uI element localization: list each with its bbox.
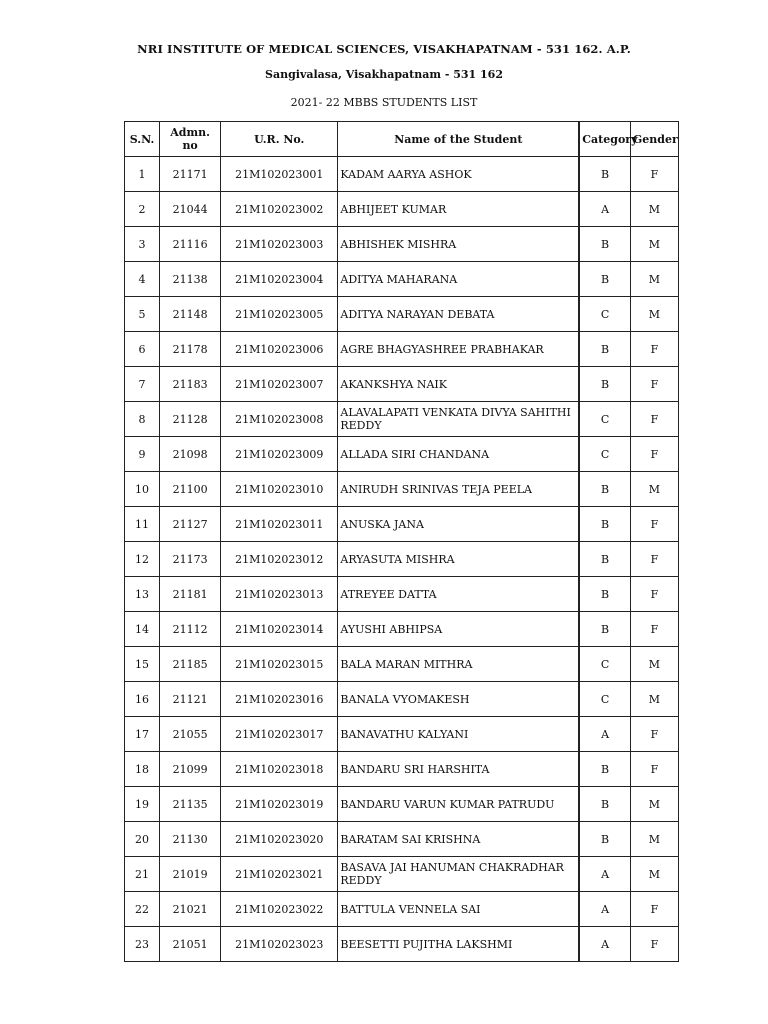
cell-gender: M <box>630 227 678 262</box>
cell-ur-no: 21M102023009 <box>221 437 338 472</box>
cell-student-name: AKANKSHYA NAIK <box>338 367 579 402</box>
table-row <box>125 822 679 857</box>
cell-gender: F <box>630 577 678 612</box>
column-header-ur-no: U.R. No. <box>221 122 338 157</box>
cell-student-name: BANALA VYOMAKESH <box>338 682 579 717</box>
cell-category: C <box>579 682 630 717</box>
cell-student-name: ANIRUDH SRINIVAS TEJA PEELA <box>338 472 579 507</box>
cell-sn: 10 <box>125 472 160 507</box>
cell-category: B <box>579 822 630 857</box>
cell-admission-no: 21121 <box>160 682 221 717</box>
cell-category: A <box>579 717 630 752</box>
cell-sn: 14 <box>125 612 160 647</box>
cell-category: B <box>579 332 630 367</box>
table-row <box>125 857 679 892</box>
cell-sn: 20 <box>125 822 160 857</box>
cell-sn: 15 <box>125 647 160 682</box>
cell-student-name: ATREYEE DATTA <box>338 577 579 612</box>
cell-category: B <box>579 507 630 542</box>
cell-ur-no: 21M102023019 <box>221 787 338 822</box>
cell-student-name: BATTULA VENNELA SAI <box>338 892 579 927</box>
cell-admission-no: 21138 <box>160 262 221 297</box>
column-header-sn: S.N. <box>125 122 160 157</box>
cell-admission-no: 21128 <box>160 402 221 437</box>
cell-student-name: BALA MARAN MITHRA <box>338 647 579 682</box>
cell-category: B <box>579 227 630 262</box>
column-header-admission-no: Admn. no <box>160 122 221 157</box>
cell-admission-no: 21135 <box>160 787 221 822</box>
cell-admission-no: 21178 <box>160 332 221 367</box>
cell-sn: 4 <box>125 262 160 297</box>
table-row <box>125 717 679 752</box>
cell-category: B <box>579 472 630 507</box>
cell-student-name: BANAVATHU KALYANI <box>338 717 579 752</box>
cell-student-name: BANDARU VARUN KUMAR PATRUDU <box>338 787 579 822</box>
table-row <box>125 612 679 647</box>
cell-category: B <box>579 542 630 577</box>
cell-admission-no: 21055 <box>160 717 221 752</box>
cell-gender: M <box>630 822 678 857</box>
cell-gender: F <box>630 717 678 752</box>
table-row <box>125 647 679 682</box>
cell-admission-no: 21183 <box>160 367 221 402</box>
cell-category: C <box>579 297 630 332</box>
cell-ur-no: 21M102023004 <box>221 262 338 297</box>
table-row <box>125 787 679 822</box>
institute-title: NRI INSTITUTE OF MEDICAL SCIENCES, VISAKHAPATNAM - 531 162. A.P. <box>137 42 631 56</box>
cell-student-name: ALAVALAPATI VENKATA DIVYA SAHITHI REDDY <box>338 402 579 437</box>
cell-student-name: BARATAM SAI KRISHNA <box>338 822 579 857</box>
cell-gender: F <box>630 367 678 402</box>
cell-student-name: AYUSHI ABHIPSA <box>338 612 579 647</box>
column-header-gender: Gender <box>630 122 678 157</box>
cell-student-name: ADITYA MAHARANA <box>338 262 579 297</box>
table-row <box>125 227 679 262</box>
cell-admission-no: 21019 <box>160 857 221 892</box>
cell-ur-no: 21M102023010 <box>221 472 338 507</box>
cell-ur-no: 21M102023003 <box>221 227 338 262</box>
cell-student-name: ARYASUTA MISHRA <box>338 542 579 577</box>
cell-gender: F <box>630 437 678 472</box>
column-header-student-name: Name of the Student <box>338 122 579 157</box>
cell-ur-no: 21M102023016 <box>221 682 338 717</box>
cell-ur-no: 21M102023015 <box>221 647 338 682</box>
cell-admission-no: 21148 <box>160 297 221 332</box>
cell-admission-no: 21112 <box>160 612 221 647</box>
table-header-row <box>125 122 679 157</box>
cell-gender: F <box>630 332 678 367</box>
cell-gender: M <box>630 262 678 297</box>
cell-admission-no: 21051 <box>160 927 221 962</box>
cell-category: A <box>579 857 630 892</box>
table-row <box>125 402 679 437</box>
cell-admission-no: 21021 <box>160 892 221 927</box>
cell-student-name: ABHIJEET KUMAR <box>338 192 579 227</box>
table-row <box>125 472 679 507</box>
cell-category: A <box>579 892 630 927</box>
students-table <box>124 121 679 962</box>
cell-category: C <box>579 402 630 437</box>
cell-sn: 3 <box>125 227 160 262</box>
cell-gender: M <box>630 787 678 822</box>
table-row <box>125 927 679 962</box>
list-title: 2021- 22 MBBS STUDENTS LIST <box>290 96 478 109</box>
cell-sn: 1 <box>125 157 160 192</box>
cell-gender: M <box>630 192 678 227</box>
cell-student-name: BASAVA JAI HANUMAN CHAKRADHAR REDDY <box>338 857 579 892</box>
table-body <box>125 157 679 962</box>
cell-ur-no: 21M102023008 <box>221 402 338 437</box>
cell-ur-no: 21M102023001 <box>221 157 338 192</box>
table-row <box>125 262 679 297</box>
cell-admission-no: 21044 <box>160 192 221 227</box>
cell-ur-no: 21M102023013 <box>221 577 338 612</box>
cell-ur-no: 21M102023018 <box>221 752 338 787</box>
cell-admission-no: 21171 <box>160 157 221 192</box>
cell-sn: 16 <box>125 682 160 717</box>
cell-category: B <box>579 367 630 402</box>
cell-ur-no: 21M102023020 <box>221 822 338 857</box>
cell-admission-no: 21100 <box>160 472 221 507</box>
table-row <box>125 297 679 332</box>
cell-admission-no: 21099 <box>160 752 221 787</box>
cell-gender: F <box>630 612 678 647</box>
cell-sn: 9 <box>125 437 160 472</box>
cell-sn: 8 <box>125 402 160 437</box>
table-row <box>125 577 679 612</box>
cell-sn: 7 <box>125 367 160 402</box>
cell-student-name: ANUSKA JANA <box>338 507 579 542</box>
cell-gender: F <box>630 752 678 787</box>
table-row <box>125 682 679 717</box>
cell-gender: F <box>630 507 678 542</box>
cell-admission-no: 21185 <box>160 647 221 682</box>
table-row <box>125 892 679 927</box>
cell-category: C <box>579 647 630 682</box>
cell-gender: M <box>630 297 678 332</box>
cell-gender: M <box>630 857 678 892</box>
table-row <box>125 192 679 227</box>
cell-gender: M <box>630 472 678 507</box>
cell-admission-no: 21127 <box>160 507 221 542</box>
cell-ur-no: 21M102023006 <box>221 332 338 367</box>
table-row <box>125 367 679 402</box>
cell-category: B <box>579 577 630 612</box>
table-row <box>125 507 679 542</box>
cell-sn: 13 <box>125 577 160 612</box>
cell-sn: 18 <box>125 752 160 787</box>
cell-category: B <box>579 262 630 297</box>
cell-student-name: KADAM AARYA ASHOK <box>338 157 579 192</box>
table-row <box>125 542 679 577</box>
cell-student-name: ALLADA SIRI CHANDANA <box>338 437 579 472</box>
cell-sn: 17 <box>125 717 160 752</box>
cell-category: B <box>579 157 630 192</box>
cell-category: B <box>579 787 630 822</box>
cell-sn: 12 <box>125 542 160 577</box>
cell-sn: 2 <box>125 192 160 227</box>
cell-sn: 11 <box>125 507 160 542</box>
cell-gender: M <box>630 682 678 717</box>
cell-sn: 22 <box>125 892 160 927</box>
cell-student-name: ABHISHEK MISHRA <box>338 227 579 262</box>
cell-gender: F <box>630 542 678 577</box>
cell-ur-no: 21M102023023 <box>221 927 338 962</box>
cell-student-name: AGRE BHAGYASHREE PRABHAKAR <box>338 332 579 367</box>
institute-address: Sangivalasa, Visakhapatnam - 531 162 <box>265 68 503 81</box>
table-row <box>125 752 679 787</box>
cell-sn: 23 <box>125 927 160 962</box>
cell-category: A <box>579 192 630 227</box>
cell-ur-no: 21M102023021 <box>221 857 338 892</box>
cell-category: C <box>579 437 630 472</box>
cell-sn: 6 <box>125 332 160 367</box>
cell-gender: M <box>630 647 678 682</box>
cell-ur-no: 21M102023011 <box>221 507 338 542</box>
cell-gender: F <box>630 402 678 437</box>
cell-ur-no: 21M102023002 <box>221 192 338 227</box>
cell-ur-no: 21M102023007 <box>221 367 338 402</box>
cell-student-name: ADITYA NARAYAN DEBATA <box>338 297 579 332</box>
cell-student-name: BANDARU SRI HARSHITA <box>338 752 579 787</box>
cell-gender: F <box>630 157 678 192</box>
cell-category: B <box>579 752 630 787</box>
cell-category: A <box>579 927 630 962</box>
cell-category: B <box>579 612 630 647</box>
table-row <box>125 437 679 472</box>
cell-admission-no: 21173 <box>160 542 221 577</box>
cell-admission-no: 21098 <box>160 437 221 472</box>
cell-student-name: BEESETTI PUJITHA LAKSHMI <box>338 927 579 962</box>
cell-gender: F <box>630 892 678 927</box>
column-header-category: Category <box>579 122 630 157</box>
cell-ur-no: 21M102023022 <box>221 892 338 927</box>
cell-admission-no: 21130 <box>160 822 221 857</box>
cell-gender: F <box>630 927 678 962</box>
cell-ur-no: 21M102023017 <box>221 717 338 752</box>
cell-admission-no: 21181 <box>160 577 221 612</box>
cell-ur-no: 21M102023012 <box>221 542 338 577</box>
cell-sn: 19 <box>125 787 160 822</box>
cell-admission-no: 21116 <box>160 227 221 262</box>
table-row <box>125 157 679 192</box>
cell-ur-no: 21M102023005 <box>221 297 338 332</box>
cell-sn: 21 <box>125 857 160 892</box>
cell-sn: 5 <box>125 297 160 332</box>
cell-ur-no: 21M102023014 <box>221 612 338 647</box>
table-row <box>125 332 679 367</box>
